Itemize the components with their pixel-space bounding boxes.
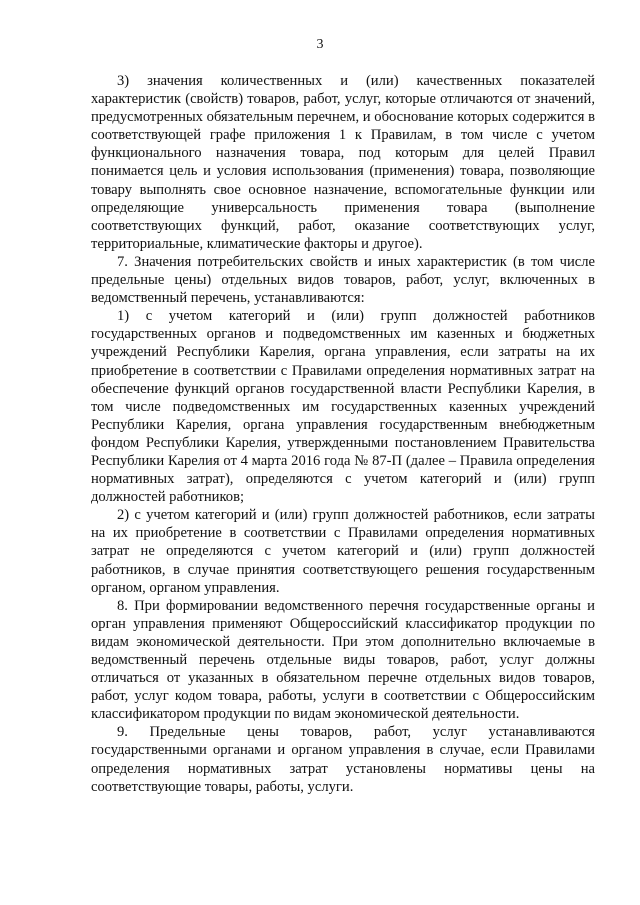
paragraph-item-7-2: 2) с учетом категорий и (или) групп должностей работников, если затраты на их приобретение в соответствии с Правилами определения нормативных затрат не определяются с учетом категорий и (или) групп должностей работников, в случае принятия соответствующего решения государственным органом, органом управления. [91,507,595,596]
paragraph-section-9: 9. Предельные цены товаров, работ, услуг устанавливаются государственными органами и органом управления в случае, если Правилами определения нормативных затрат установлены нормативы цены на соответствующие товары, работы, услуги. [91,724,595,795]
paragraph-section-8: 8. При формировании ведомственного перечня государственные органы и орган управления применяют Общероссийский классификатор продукции по видам экономической деятельности. При этом дополнительно включаемые в ведомственный перечень отдельные виды товаров, работ, услуг должны отличаться от указанных в обязательном перечне отдельных видов товаров, работ, услуг кодом товара, работы, услуги в соответствии с Общероссийским классификатором продукции по видам экономической деятельности. [91,597,595,723]
paragraph-item-7-1: 1) с учетом категорий и (или) групп должностей работников государственных органов и подведомственных им казенных и бюджетных учреждений Республики Карелия, органа управления, если затраты на их приобретение в соответствии с Правилами определения нормативных затрат на обеспечение функций органов государственной власти Республики Карелия, в том числе подведомственных им государственных казенных учреждений Республики Карелия, органа управления государственным внебюджетным фондом Республики Карелия, утвержденными постановлением Правительства Республики Карелия от 4 марта 2016 года № 87-П (далее – Правила определения нормативных затрат), определяются с учетом категорий и (или) групп должностей работников; [91,308,595,506]
paragraph-section-7: 7. Значения потребительских свойств и иных характеристик (в том числе предельные цены) отдельных видов товаров, работ, услуг, включенных в ведомственный перечень, устанавливаются: [91,253,595,307]
page-number: 3 [316,37,324,52]
document-body [91,72,595,796]
paragraph-item-3: 3) значения количественных и (или) качественных показателей характеристик (свойств) товаров, работ, услуг, которые отличаются от значений, предусмотренных обязательным перечнем, и обоснование которых содержится в соответствующей графе приложения 1 к Правилам, в том числе с учетом функционального назначения товара, под которым для целей Правил понимается цель и условия использования (применения) товара, позволяющие товару выполнять свое основное назначение, вспомогательные функции или определяющие универсальность применения товара (выполнение соответствующих функций, работ, оказание соответствующих услуг, территориальные, климатические факторы и другое). [91,73,595,252]
